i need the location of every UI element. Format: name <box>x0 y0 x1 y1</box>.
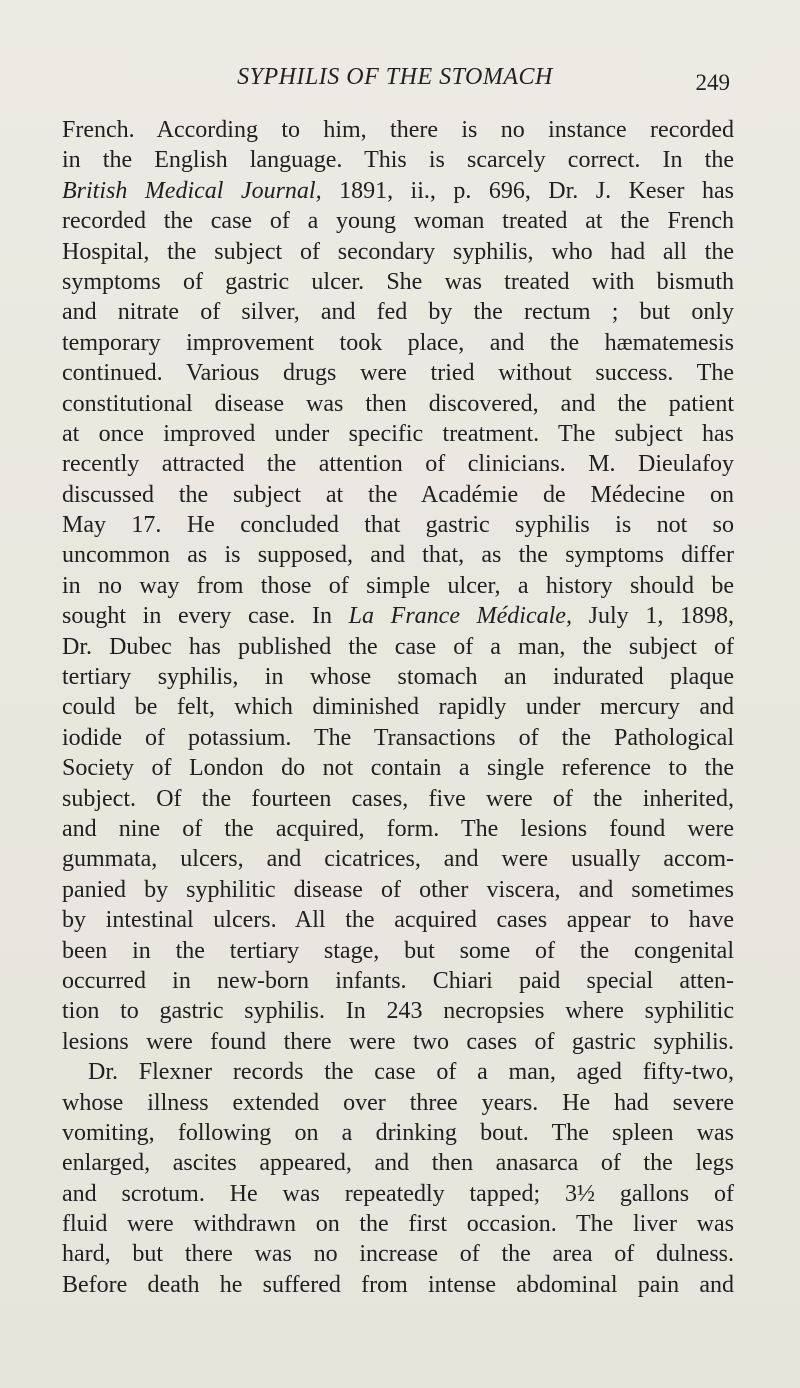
text-run: gummata, ulcers, and cicatrices, and were usually accom- <box>62 846 734 873</box>
text-run: Hospital, the subject of secondary syphilis, who had all the <box>62 238 734 265</box>
text-run: discussed the subject at the Académie de Médecine on <box>62 481 734 508</box>
text-run: iodide of potassium. The Transactions of the Pathological <box>62 724 734 751</box>
text-line <box>62 905 734 935</box>
text-run: uncommon as is supposed, and that, as the symptoms differ <box>62 542 734 569</box>
text-line <box>62 206 734 236</box>
text-line <box>62 996 734 1026</box>
text-line <box>62 1270 734 1300</box>
text-line <box>62 328 734 358</box>
text-line <box>62 1027 734 1057</box>
text-line <box>62 419 734 449</box>
text-line <box>62 389 734 419</box>
text-line <box>62 1179 734 1209</box>
text-run: July 1, 1898, <box>571 603 734 630</box>
italic-citation: British Medical Journal, <box>62 177 322 204</box>
text-line <box>62 632 734 662</box>
text-run: Dr. Flexner records the case of a man, aged fifty-two, <box>88 1059 734 1086</box>
text-line <box>62 237 734 267</box>
text-line <box>62 1118 734 1148</box>
text-line <box>62 540 734 570</box>
text-line <box>62 571 734 601</box>
text-line <box>62 875 734 905</box>
text-line <box>62 510 734 540</box>
text-run: and scrotum. He was repeatedly tapped; 3½ gallons of <box>62 1180 734 1207</box>
text-line <box>62 692 734 722</box>
text-run: Society of London do not contain a single reference to the <box>62 755 734 782</box>
text-run: fluid were withdrawn on the first occasion. The liver was <box>62 1211 734 1238</box>
text-line <box>62 966 734 996</box>
text-run: enlarged, ascites appeared, and then anasarca of the legs <box>62 1150 734 1177</box>
text-line <box>62 449 734 479</box>
text-line <box>62 267 734 297</box>
text-run: at once improved under specific treatment. The subject has <box>62 420 734 447</box>
text-line <box>62 784 734 814</box>
text-run: continued. Various drugs were tried without success. The <box>62 360 734 387</box>
text-run: May 17. He concluded that gastric syphilis is not so <box>62 512 734 539</box>
text-line <box>62 1209 734 1239</box>
text-line <box>62 1239 734 1269</box>
text-line <box>62 115 734 145</box>
text-run: recorded the case of a young woman treated at the French <box>62 208 734 235</box>
text-run: sought in every case. In <box>62 603 349 630</box>
text-line <box>62 723 734 753</box>
text-line <box>62 936 734 966</box>
text-line <box>62 358 734 388</box>
body-text <box>62 115 734 1300</box>
text-run: constitutional disease was then discovered, and the patient <box>62 390 734 417</box>
text-run: tion to gastric syphilis. In 243 necropsies where syphilitic <box>62 998 734 1025</box>
text-run: subject. Of the fourteen cases, five were of the inherited, <box>62 785 734 812</box>
text-line <box>62 480 734 510</box>
text-run: 1891, ii., p. 696, Dr. J. Keser has <box>321 177 735 204</box>
text-line <box>62 814 734 844</box>
text-run: occurred in new-born infants. Chiari paid special atten- <box>62 967 734 994</box>
text-run: could be felt, which diminished rapidly under mercury and <box>62 694 734 721</box>
text-line <box>62 297 734 327</box>
text-run: whose illness extended over three years. He had severe <box>62 1089 734 1116</box>
text-run: Before death he suffered from intense abdominal pain and <box>62 1271 734 1298</box>
text-run: and nine of the acquired, form. The lesions found were <box>62 815 734 842</box>
running-title: SYPHILIS OF THE STOMACH <box>237 64 553 90</box>
text-run: tertiary syphilis, in whose stomach an indurated plaque <box>62 664 734 691</box>
text-run: symptoms of gastric ulcer. She was treated with bismuth <box>62 268 734 295</box>
text-run: been in the tertiary stage, but some of the congenital <box>62 937 734 964</box>
text-line <box>62 601 734 631</box>
text-line <box>62 662 734 692</box>
text-line <box>62 145 734 175</box>
text-run: recently attracted the attention of clinicians. M. Dieulafoy <box>62 451 734 478</box>
page-header <box>60 62 730 98</box>
text-line <box>62 844 734 874</box>
text-run: hard, but there was no increase of the area of dulness. <box>62 1241 734 1268</box>
text-run: by intestinal ulcers. All the acquired cases appear to have <box>62 907 734 934</box>
italic-citation: La France Médicale, <box>348 603 572 630</box>
text-run: in no way from those of simple ulcer, a history should be <box>62 572 734 599</box>
text-run: panied by syphilitic disease of other viscera, and sometimes <box>62 876 734 903</box>
text-line <box>62 176 734 206</box>
page-number: 249 <box>695 70 730 95</box>
text-line <box>62 1057 734 1087</box>
text-run: and nitrate of silver, and fed by the rectum ; but only <box>62 299 734 326</box>
text-run: temporary improvement took place, and the hæmatemesis <box>62 329 734 356</box>
text-run: vomiting, following on a drinking bout. The spleen was <box>62 1119 734 1146</box>
text-run: Dr. Dubec has published the case of a man, the subject of <box>62 633 734 660</box>
text-run: French. According to him, there is no instance recorded <box>62 117 734 143</box>
text-run: in the English language. This is scarcely correct. In the <box>62 147 734 174</box>
text-run: lesions were found there were two cases of gastric syphilis. <box>62 1028 734 1055</box>
text-line <box>62 1148 734 1178</box>
text-line <box>62 1088 734 1118</box>
text-line <box>62 753 734 783</box>
